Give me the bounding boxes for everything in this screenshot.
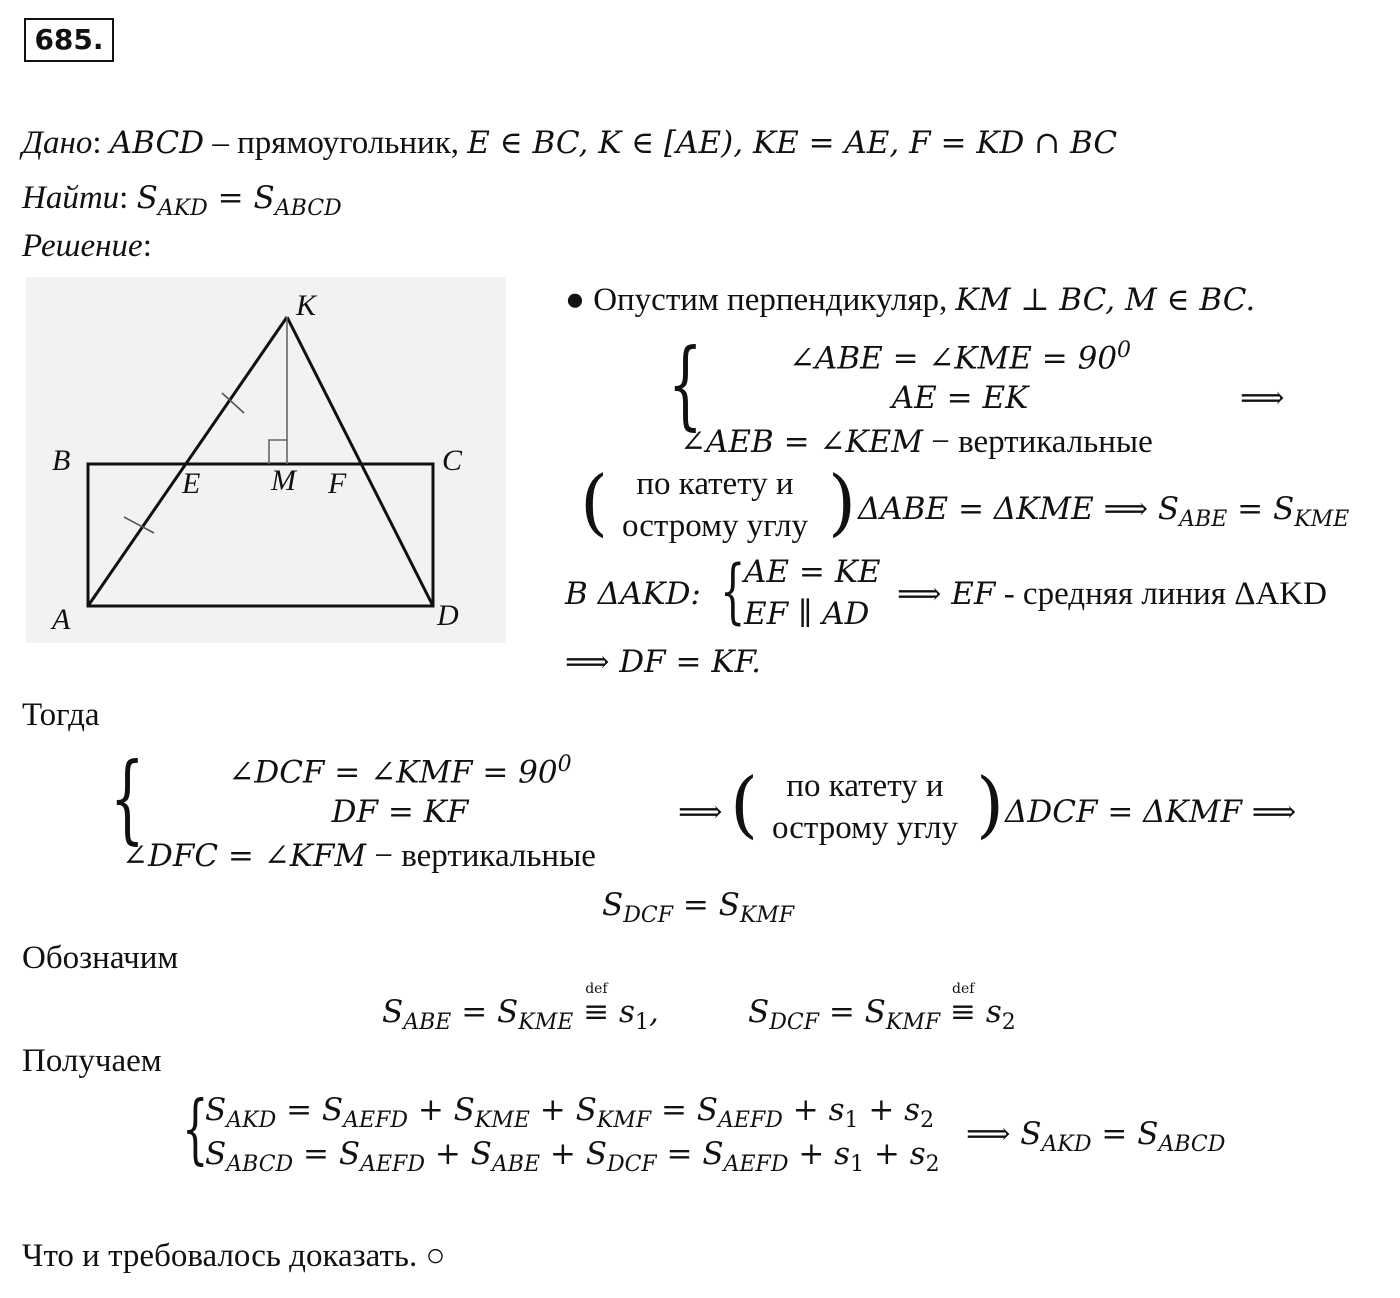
system2-line2: DF = KF — [331, 794, 469, 830]
given-word: прямоугольник, — [237, 125, 459, 161]
denote-part2: $S_{DCF} = S_{KMF}$ def ≡ $s_2$ — [748, 981, 1016, 1036]
label-e: E — [182, 467, 201, 500]
given-label: Дано — [22, 125, 93, 161]
system1-line3: ∠AEB = ∠KEM − вертикальные — [680, 424, 1153, 460]
step1-text: Опустим перпендикуляр, — [593, 282, 948, 318]
label-d: D — [437, 599, 459, 632]
system2-line1: ∠DCF = ∠KMF = $90^0$ — [228, 752, 572, 791]
given-line: Дано: ABCD – прямоугольник, E ∈ BC, K ∈ [AE), KE = AE, F = KD ∩ BC — [22, 125, 1118, 161]
solution-heading: Решение: — [22, 228, 152, 264]
geometry-figure — [26, 277, 506, 643]
label-m: M — [271, 464, 296, 497]
reason2-paren-left: ( — [730, 762, 759, 846]
problem-number: 685. — [24, 18, 114, 62]
label-b: B — [52, 444, 71, 477]
bullet: ● — [565, 282, 585, 318]
system1-implies: ⟹ — [1240, 380, 1285, 416]
reason1-paren-left: ( — [580, 460, 609, 544]
obtain-label: Получаем — [22, 1043, 162, 1079]
system3-brace: { — [182, 1086, 209, 1174]
denote-part1: $S_{ABE} = S_{KME}$ def ≡ $s_1$, — [382, 981, 659, 1036]
segment-ak — [88, 317, 287, 606]
step1-line — [565, 282, 1255, 320]
reason2-bottom: острому углу — [771, 810, 959, 846]
reason1-bottom: острому углу — [621, 508, 809, 544]
step2-line1: AE = KE — [744, 554, 881, 590]
segment-kd — [287, 317, 433, 606]
rectangle-abcd — [88, 464, 433, 606]
find-line: Найти: $S_{AKD} = S_{ABCD}$ — [22, 180, 342, 222]
label-k: K — [296, 289, 317, 322]
system1-line2: AE = EK — [891, 380, 1029, 416]
system2-implies: ⟹ — [678, 794, 723, 830]
system2-line3: ∠DFC = ∠KFM − вертикальные — [122, 838, 596, 874]
label-a: A — [52, 603, 71, 636]
solution-label: Решение — [22, 228, 143, 264]
label-c: C — [442, 444, 463, 477]
step2-line2: EF ∥ AD — [744, 596, 870, 632]
label-f: F — [328, 467, 347, 500]
find-expr: $S_{AKD} = S_{ABCD}$ — [136, 180, 342, 222]
denote-label: Обозначим — [22, 940, 179, 976]
given-figure: ABCD — [109, 125, 205, 161]
right-angle-mark — [269, 440, 287, 464]
qed-line: Что и требовалось доказать. ○ — [22, 1238, 446, 1274]
reason1-paren-right: ) — [828, 460, 857, 544]
find-label: Найти — [22, 180, 120, 216]
step2-conclusion: ⟹ DF = KF. — [565, 644, 762, 680]
result2: ΔDCF = ΔKMF ⟹ — [1005, 794, 1297, 830]
step2-conclusion-line: ⟹ EF - средняя линия ΔAKD — [897, 576, 1327, 612]
reason1-top: по катету и — [636, 466, 794, 502]
step2-prefix: В ΔAKD: — [565, 576, 701, 612]
figure-svg — [26, 277, 506, 643]
step1-math: KM ⊥ BC, M ∈ BC. — [955, 282, 1256, 318]
then-label: Тогда — [22, 697, 100, 733]
given-conditions: E ∈ BC, K ∈ [AE), KE = AE, F = KD ∩ BC — [467, 125, 1118, 161]
area-eq-dcf-kmf: $S_{DCF} = S_{KMF}$ — [602, 887, 795, 929]
system3-line2: $S_{ABCD} = S_{AEFD} + S_{ABE} + S_{DCF} = S_{AEFD} + s_1 + s_2$ — [205, 1136, 940, 1178]
system3-line1: $S_{AKD} = S_{AEFD} + S_{KME} + S_{KMF} = S_{AEFD} + s_1 + s_2$ — [205, 1092, 935, 1134]
system2-brace: { — [110, 743, 145, 856]
system3-final: ⟹ $S_{AKD} = S_{ABCD}$ — [966, 1116, 1226, 1158]
system1-line1: ∠ABE = ∠KME = $90^0$ — [788, 338, 1132, 377]
result1: ΔABE = ΔKME ⟹ $S_{ABE} = S_{KME}$ — [858, 491, 1350, 533]
step2-brace: { — [720, 550, 746, 632]
system1-brace: { — [668, 329, 703, 442]
reason2-top: по катету и — [786, 768, 944, 804]
reason2-paren-right: ) — [976, 762, 1005, 846]
